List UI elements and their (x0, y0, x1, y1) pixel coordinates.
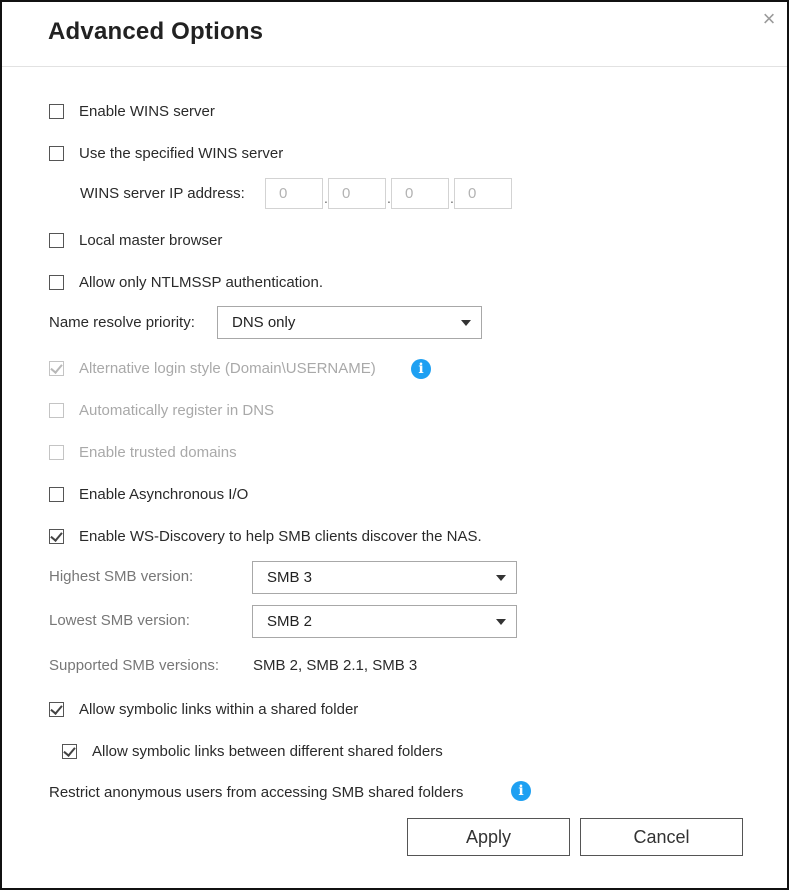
enable-wins-label: Enable WINS server (79, 102, 215, 120)
chevron-down-icon (496, 575, 506, 581)
info-icon[interactable]: i (411, 359, 431, 379)
close-icon[interactable]: × (762, 6, 776, 31)
wins-ip-label: WINS server IP address: (80, 185, 245, 202)
local-master-checkbox[interactable] (49, 233, 64, 248)
header-divider (2, 66, 787, 67)
auto-register-dns-label: Automatically register in DNS (79, 401, 275, 419)
highest-smb-label: Highest SMB version: (49, 568, 194, 585)
cancel-button[interactable]: Cancel (580, 818, 743, 856)
ntlmssp-label: Allow only NTLMSSP authentication. (79, 273, 324, 291)
wins-ip-octet-1[interactable]: 0 (265, 178, 323, 209)
trusted-domains-checkbox (49, 445, 64, 460)
async-io-option[interactable] (49, 484, 248, 504)
name-resolve-label: Name resolve priority: (49, 314, 195, 331)
wins-ip-octet-2[interactable]: 0 (328, 178, 386, 209)
enable-wins-option[interactable] (49, 101, 215, 121)
symlinks-between-checkbox[interactable] (62, 744, 77, 759)
chevron-down-icon (461, 320, 471, 326)
use-specified-wins-checkbox[interactable] (49, 146, 64, 161)
chevron-down-icon (496, 619, 506, 625)
use-specified-wins-label: Use the specified WINS server (79, 144, 284, 162)
enable-wins-checkbox[interactable] (49, 104, 64, 119)
ip-separator: . (387, 190, 391, 206)
alt-login-label: Alternative login style (Domain\USERNAME) (79, 359, 376, 377)
alt-login-option (49, 358, 376, 378)
lowest-smb-value: SMB 2 (267, 613, 313, 630)
supported-smb-value: SMB 2, SMB 2.1, SMB 3 (253, 657, 418, 674)
symlinks-within-label: Allow symbolic links within a shared folder (79, 700, 359, 718)
highest-smb-select[interactable] (252, 561, 517, 594)
local-master-label: Local master browser (79, 231, 223, 249)
ip-separator: . (450, 190, 454, 206)
ntlmssp-checkbox[interactable] (49, 275, 64, 290)
name-resolve-select[interactable] (217, 306, 482, 339)
ip-separator: . (324, 190, 328, 206)
restrict-anonymous-label: Restrict anonymous users from accessing SMB shared folders (49, 784, 464, 801)
name-resolve-value: DNS only (232, 314, 296, 331)
async-io-checkbox[interactable] (49, 487, 64, 502)
wins-ip-octet-4[interactable]: 0 (454, 178, 512, 209)
apply-button[interactable]: Apply (407, 818, 570, 856)
ws-discovery-option[interactable] (49, 526, 482, 546)
symlinks-between-option[interactable] (62, 741, 443, 761)
ws-discovery-checkbox[interactable] (49, 529, 64, 544)
auto-register-dns-option (49, 400, 274, 420)
auto-register-dns-checkbox (49, 403, 64, 418)
alt-login-checkbox (49, 361, 64, 376)
trusted-domains-option (49, 442, 237, 462)
ntlmssp-option[interactable] (49, 272, 323, 292)
symlinks-within-checkbox[interactable] (49, 702, 64, 717)
trusted-domains-label: Enable trusted domains (79, 443, 237, 461)
local-master-option[interactable] (49, 230, 222, 250)
lowest-smb-select[interactable] (252, 605, 517, 638)
lowest-smb-label: Lowest SMB version: (49, 612, 190, 629)
async-io-label: Enable Asynchronous I/O (79, 485, 249, 503)
wins-ip-octet-3[interactable]: 0 (391, 178, 449, 209)
supported-smb-label: Supported SMB versions: (49, 657, 220, 674)
dialog-title: Advanced Options (48, 18, 264, 45)
use-specified-wins-option[interactable] (49, 143, 283, 163)
symlinks-within-option[interactable] (49, 699, 358, 719)
highest-smb-value: SMB 3 (267, 569, 313, 586)
symlinks-between-label: Allow symbolic links between different shared folders (92, 742, 443, 760)
info-icon[interactable]: i (511, 781, 531, 801)
ws-discovery-label: Enable WS-Discovery to help SMB clients discover the NAS. (79, 527, 482, 545)
